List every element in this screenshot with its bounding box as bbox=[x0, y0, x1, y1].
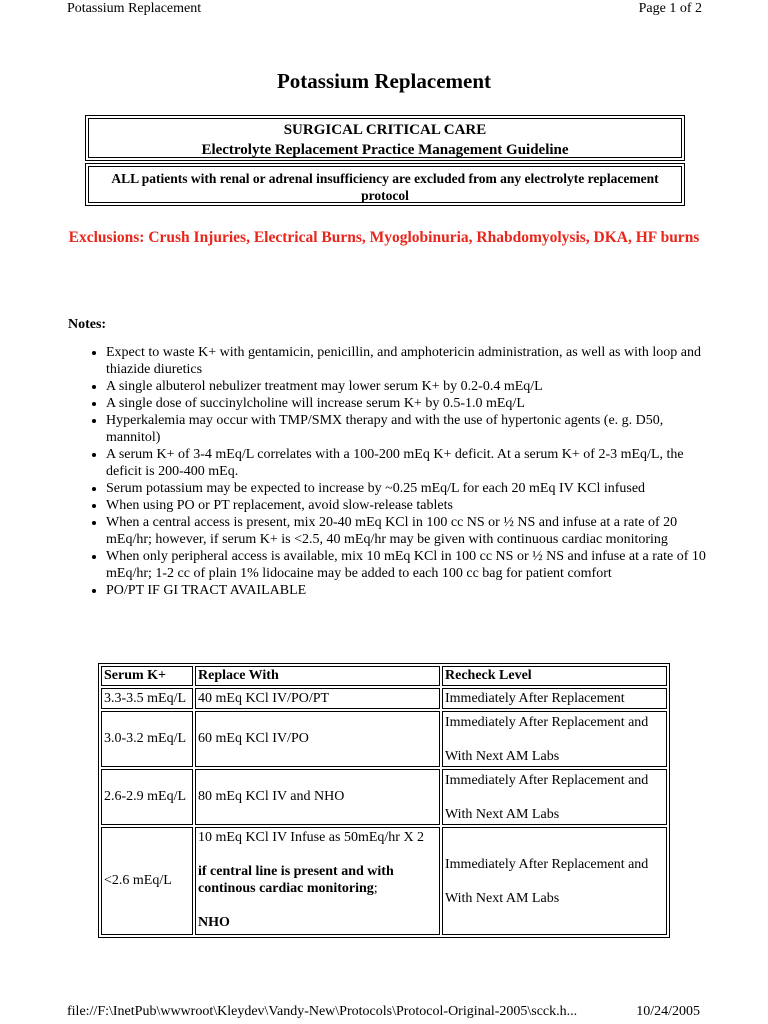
recheck-line-2: With Next AM Labs bbox=[445, 806, 560, 822]
cell-recheck bbox=[442, 769, 667, 825]
cell-replace: 40 mEq KCl IV/PO/PT bbox=[195, 688, 440, 709]
notes-label: Notes: bbox=[68, 317, 107, 332]
guideline-line-2: Electrolyte Replacement Practice Management Guideline bbox=[201, 142, 569, 158]
list-item: • PO/PT IF GI TRACT AVAILABLE bbox=[106, 582, 716, 599]
exclusions-text: Exclusions: Crush Injuries, Electrical Burns, Myoglobinuria, Rhabdomyolysis, DKA, HF burns bbox=[68, 229, 700, 246]
replace-line-3: NHO bbox=[198, 915, 230, 930]
recheck-line-1: Immediately After Replacement and bbox=[445, 856, 649, 872]
cell-recheck: Immediately After Replacement bbox=[442, 688, 667, 709]
cell-serum: 3.0-3.2 mEq/L bbox=[101, 711, 193, 767]
notes-list bbox=[88, 344, 716, 599]
list-item: • When only peripheral access is available, mix 10 mEq KCl in 100 cc NS or ½ NS and infuse at a rate of 10 mEq/hr; 1-2 cc of plain 1% lidocaine may be added to each 100 cc bag for patient comfort bbox=[106, 548, 716, 582]
table-header-row bbox=[101, 666, 667, 686]
list-item: • A single albuterol nebulizer treatment may lower serum K+ by 0.2-0.4 mEq/L bbox=[106, 378, 716, 395]
page-title: Potassium Replacement bbox=[276, 69, 492, 93]
header-serum: Serum K+ bbox=[101, 666, 193, 686]
recheck-line-2: With Next AM Labs bbox=[445, 890, 560, 906]
cell-replace bbox=[195, 827, 440, 935]
replace-line-2: if central line is present and with continous cardiac monitoring bbox=[198, 864, 394, 896]
table-row bbox=[101, 688, 667, 709]
cell-serum: 3.3-3.5 mEq/L bbox=[101, 688, 193, 709]
cell-replace: 60 mEq KCl IV/PO bbox=[195, 711, 440, 767]
footer-date: 10/24/2005 bbox=[636, 1004, 700, 1019]
recheck-line-1: Immediately After Replacement and bbox=[445, 772, 649, 788]
cell-recheck bbox=[442, 827, 667, 935]
cell-serum: <2.6 mEq/L bbox=[101, 827, 193, 935]
recheck-line-1: Immediately After Replacement and bbox=[445, 714, 649, 730]
footer-file-path: file://F:\InetPub\wwwroot\Kleydev\Vandy-New\Protocols\Protocol-Original-2005\scck.h... bbox=[67, 1004, 578, 1019]
list-item: • A single dose of succinylcholine will increase serum K+ by 0.5-1.0 mEq/L bbox=[106, 395, 716, 412]
header-recheck: Recheck Level bbox=[442, 666, 667, 686]
list-item: • When a central access is present, mix 20-40 mEq KCl in 100 cc NS or ½ NS and infuse at a rate of 20 mEq/hr; however, if serum K+ is <2.5, 40 mEq/hr may be given with continuous cardiac monitoring bbox=[106, 514, 716, 548]
recheck-line-2: With Next AM Labs bbox=[445, 748, 560, 764]
cell-recheck bbox=[442, 711, 667, 767]
cell-replace: 80 mEq KCl IV and NHO bbox=[195, 769, 440, 825]
header-doc-title: Potassium Replacement bbox=[67, 1, 202, 16]
list-item: • A serum K+ of 3-4 mEq/L correlates with a 100-200 mEq K+ deficit. At a serum K+ of 2-3 mEq/L, the deficit is 200-400 mEq. bbox=[106, 446, 716, 480]
guideline-box bbox=[85, 115, 685, 161]
list-item: • Hyperkalemia may occur with TMP/SMX therapy and with the use of hypertonic agents (e. g. D50, mannitol) bbox=[106, 412, 716, 446]
exclusion-note-box bbox=[85, 163, 685, 206]
list-item: • Serum potassium may be expected to increase by ~0.25 mEq/L for each 20 mEq IV KCl infused bbox=[106, 480, 716, 497]
guideline-line-1: SURGICAL CRITICAL CARE bbox=[283, 122, 487, 138]
table-row bbox=[101, 827, 667, 935]
potassium-table bbox=[98, 663, 670, 938]
list-item: • Expect to waste K+ with gentamicin, penicillin, and amphotericin administration, as well as with loop and thiazide diuretics bbox=[106, 344, 716, 378]
table-row bbox=[101, 711, 667, 767]
replace-line-1: 10 mEq KCl IV Infuse as 50mEq/hr X 2 bbox=[198, 830, 425, 845]
cell-serum: 2.6-2.9 mEq/L bbox=[101, 769, 193, 825]
header-page-number: Page 1 of 2 bbox=[638, 1, 702, 16]
list-item: • When using PO or PT replacement, avoid slow-release tablets bbox=[106, 497, 716, 514]
replace-line-2-suffix: ; bbox=[373, 881, 378, 896]
header-replace: Replace With bbox=[195, 666, 440, 686]
exclusion-note: ALL patients with renal or adrenal insufficiency are excluded from any electrolyte replacement protocol bbox=[88, 166, 682, 203]
table-row bbox=[101, 769, 667, 825]
